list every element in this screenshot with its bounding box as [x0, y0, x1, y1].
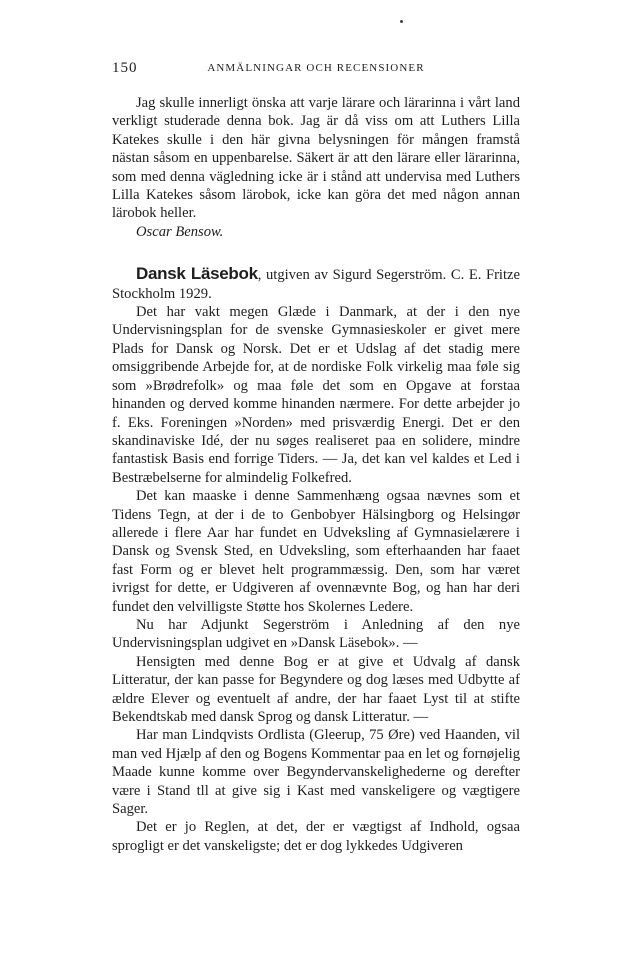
review-paragraph: Jag skulle innerligt önska att varje lärare och lärarinna i vårt land verkligt studerade denna bok. Jag är då viss om att Luthers Lilla Katekes skulle i den här givna belysningen för mången framstå nästan såsom en uppenbarelse. Säkert är att den lärare eller lärarinna, som med denna vägledning icke är i stånd att undervisa med Luthers Lilla Katekes såsom lärobok, icke kan göra det med någon annan lärobok heller. — [112, 95, 520, 222]
book-info: , utgiven av Sigurd Segerström. C. E. Fritze Stockholm 1929. — [112, 267, 520, 302]
review-paragraph: Det er jo Reglen, at det, der er vægtigst af Indhold, ogsaa sprogligt er det vanskeligste; det er dog lykkedes Udgiveren — [112, 819, 520, 854]
review-paragraph: Nu har Adjunkt Segerström i Anledning af den nye Undervisningsplan udgivet en »Dansk Läsebok». — — [112, 616, 520, 652]
review-paragraph: Har man Lindqvists Ordlista (Gleerup, 75 Øre) ved Haanden, vil man ved Hjælp af den og Bogens Kommentar paa en let og fornøjelig Maade kunne komme over Begyndervanskelighederne og derefter være i Stand tll at give sig i Kast med vanskeligere og vægtigere Sager. — [112, 727, 520, 818]
review-signature: Oscar Bensow. — [136, 223, 224, 240]
body-text — [112, 94, 520, 855]
page-header — [112, 60, 520, 82]
book-title: Dansk Läsebok — [136, 264, 258, 284]
review-heading — [112, 265, 520, 303]
ink-speck — [400, 20, 403, 23]
review-paragraph: Hensigten med denne Bog er at give et Udvalg af dansk Litteratur, der kan passe for Begyndere og dog læses med Udbytte af ældre Elever og eventuelt af andre, der har faaet Lyst til at stifte Bekendtskab med dansk Sprog og dansk Litteratur. — — [112, 653, 520, 725]
review-paragraph: Det kan maaske i denne Sammenhæng ogsaa nævnes som et Tidens Tegn, at der i de to Genbobyer Hälsingborg og Helsingør allerede i flere Aar har fundet en Udveksling af Gymnasielærere i Dansk og Svensk Sted, en Udveksling, som efterhaanden har faaet fast Form og er blevet helt programmæssig. Den, som har været ivrigst for dette, er Udgiveren af ovennævnte Bog, og han har deri fundet den velvilligste Støtte hos Skolernes Ledere. — [112, 488, 520, 615]
running-title: ANMÄLNINGAR OCH RECENSIONER — [207, 62, 425, 74]
review-paragraph: Det har vakt megen Glæde i Danmark, at der i den nye Undervisningsplan for de svenske Gymnasieskoler er givet mere Plads for Dansk og Norsk. Det er et Udslag af det stadig mere omsiggribende Arbejde for, at de nordiske Folk virkelig maa føle sig som »Brødrefolk» og maa føle det som en Opgave at forstaa hinanden og derved komme hinanden nærmere. For dette arbejder jo f. Eks. Foreningen »Norden» med prisværdig Energi. Det er den skandinaviske Idé, der nu søges realiseret paa en solidere, mindre fantastisk Basis end forrige Tiders. — Ja, det kan vel kaldes et Led i Bestræbelserne for almindelig Folkefred. — [112, 304, 520, 486]
page-number: 150 — [112, 60, 138, 76]
